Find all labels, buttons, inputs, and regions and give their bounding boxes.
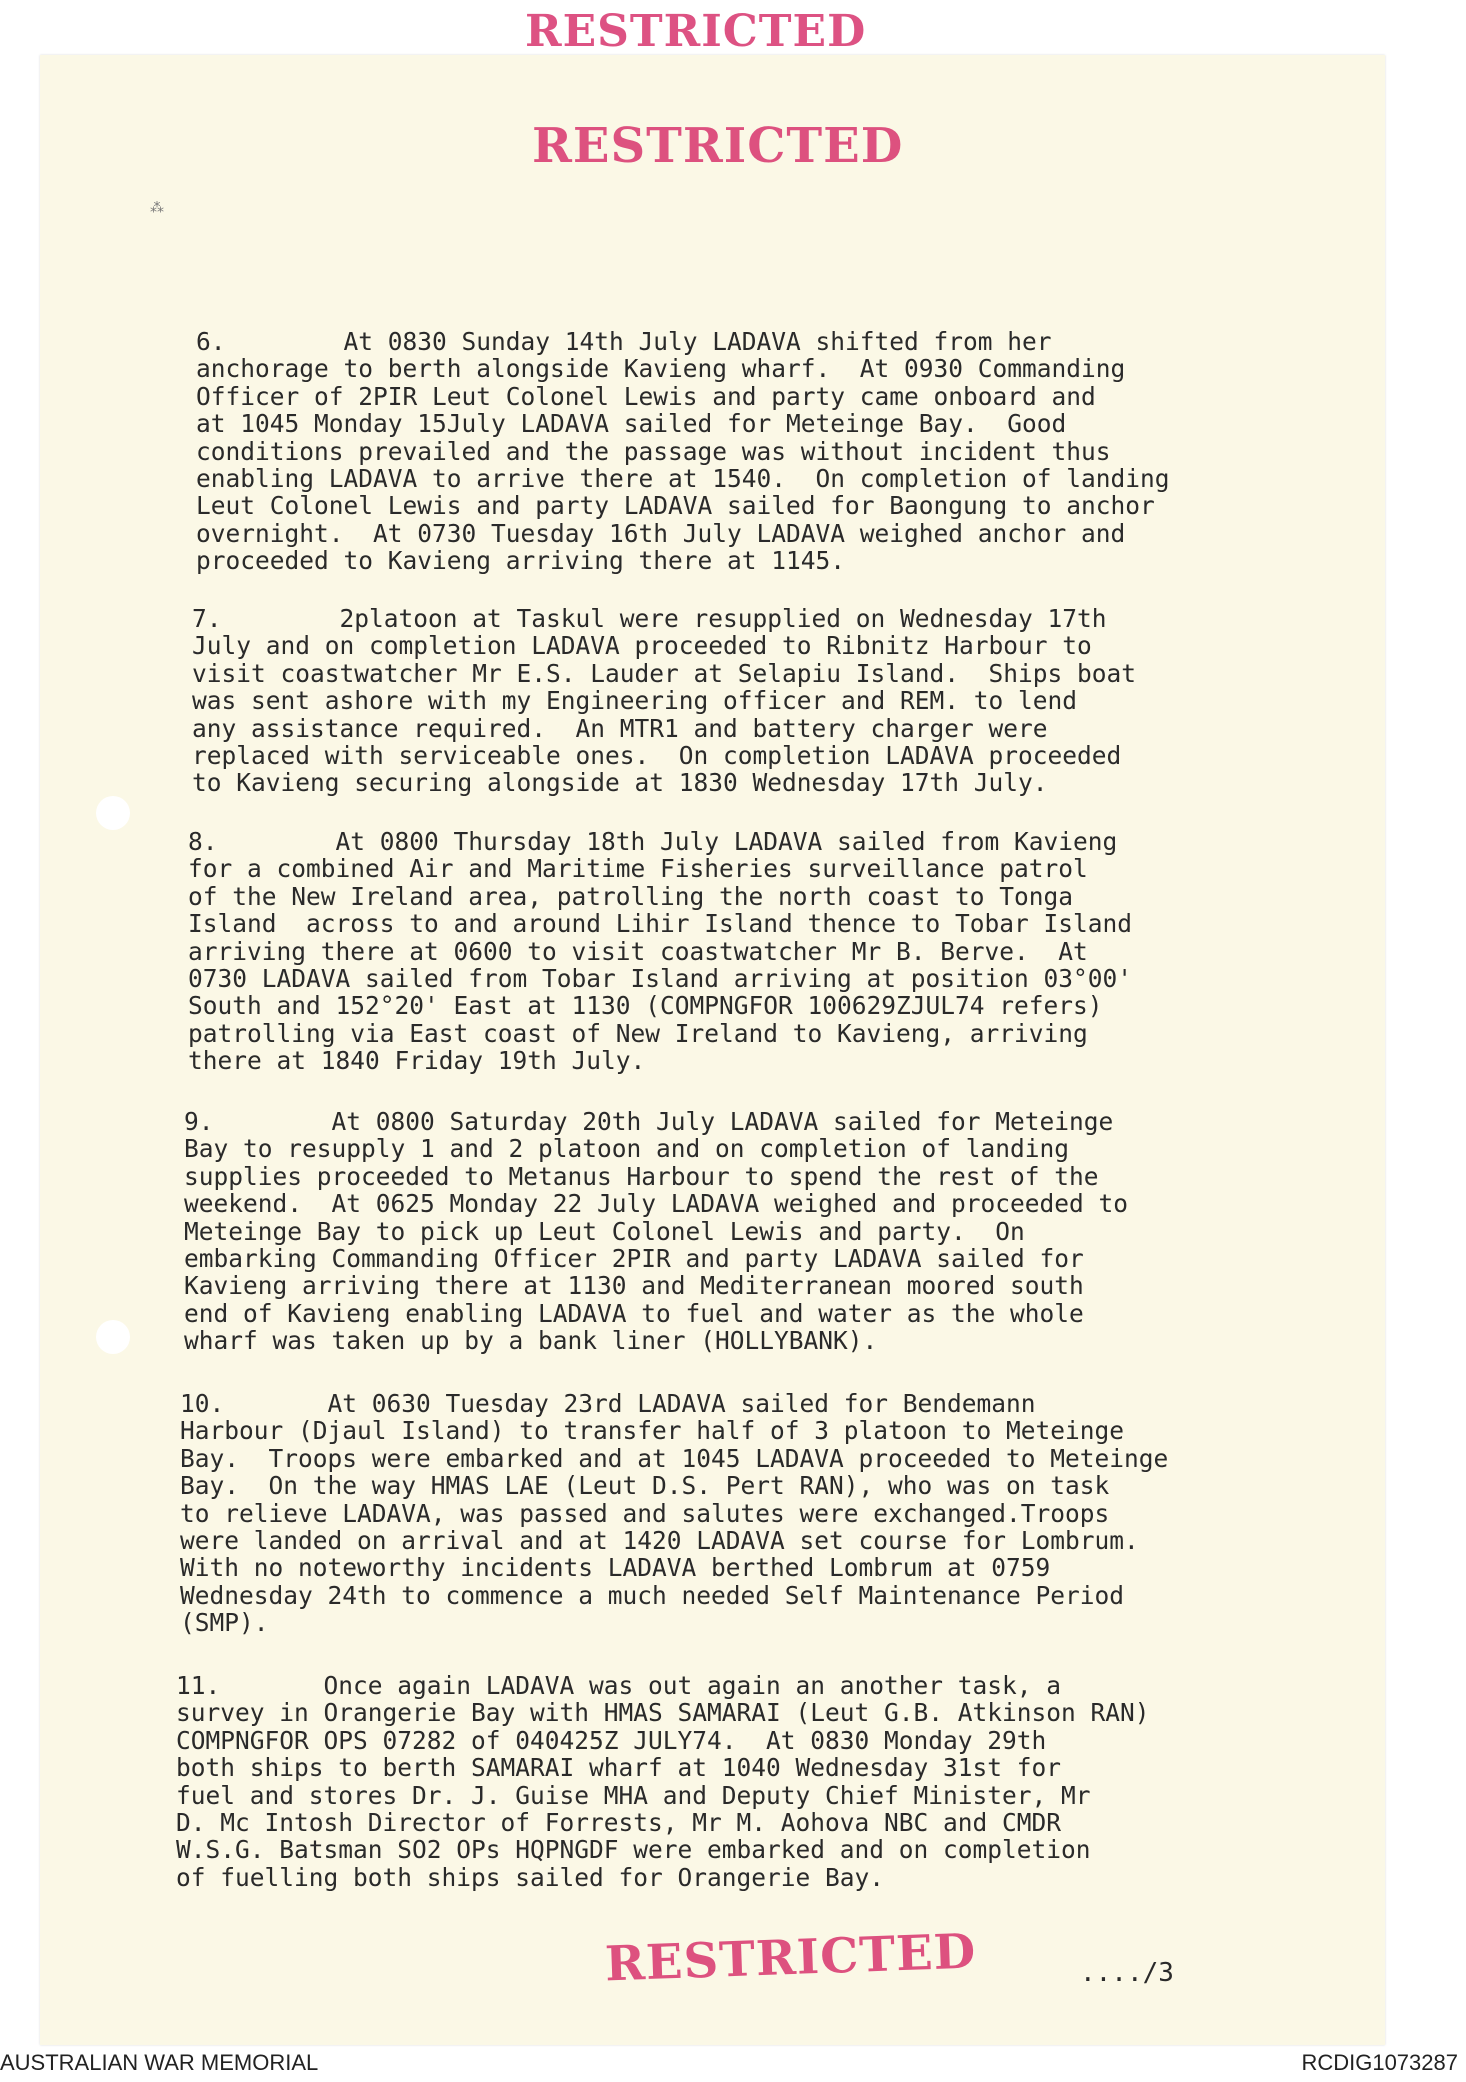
- archive-reference: RCDIG1073287: [1301, 2050, 1458, 2075]
- paragraph-9: 9. At 0800 Saturday 20th July LADAVA sailed for Meteinge Bay to resupply 1 and 2 platoon and on completion of landing supplies proceeded to Metanus Harbour to spend the rest of the weekend. At 0625 Monday 22 July LADAVA weighed and proceeded to Meteinge Bay to pick up Leut Colonel Lewis and party. On embarking Commanding Officer 2PIR and party LADAVA sailed for Kavieng arriving there at 1130 and Mediterranean moored south end of Kavieng enabling LADAVA to fuel and water as the whole wharf was taken up by a bank liner (HOLLYBANK).: [184, 1107, 1129, 1356]
- paragraph-6: 6. At 0830 Sunday 14th July LADAVA shifted from her anchorage to berth alongside Kavieng wharf. At 0930 Commanding Officer of 2PIR Leut Colonel Lewis and party came onboard and at 1045 Monday 15July LADAVA sailed for Meteinge Bay. Good conditions prevailed and the passage was without incident thus enabling LADAVA to arrive there at 1540. On completion of landing Leut Colonel Lewis and party LADAVA sailed for Baongung to anchor overnight. At 0730 Tuesday 16th July LADAVA weighed anchor and proceeded to Kavieng arriving there at 1145.: [196, 327, 1170, 576]
- page-continuation: ..../3: [1080, 1958, 1174, 1988]
- archive-caption: AUSTRALIAN WAR MEMORIAL: [0, 2050, 319, 2075]
- paragraph-8: 8. At 0800 Thursday 18th July LADAVA sailed from Kavieng for a combined Air and Maritime Fisheries surveillance patrol of the New Ireland area, patrolling the north coast to Tonga Island across to and around Lihir Island thence to Tobar Island arriving there at 0600 to visit coastwatcher Mr B. Berve. At 0730 LADAVA sailed from Tobar Island arriving at position 03°00' South and 152°20' East at 1130 (COMPNGFOR 100629ZJUL74 refers) patrolling via East coast of New Ireland to Kavieng, arriving there at 1840 Friday 19th July.: [188, 827, 1133, 1076]
- paper-mark: ⁂: [150, 200, 164, 216]
- punch-hole-lower: [96, 1320, 130, 1354]
- punch-hole-upper: [96, 796, 130, 830]
- paragraph-11: 11. Once again LADAVA was out again an another task, a survey in Orangerie Bay with HMAS SAMARAI (Leut G.B. Atkinson RAN) COMPNGFOR OPS 07282 of 040425Z JULY74. At 0830 Monday 29th both ships to berth SAMARAI wharf at 1040 Wednesday 31st for fuel and stores Dr. J. Guise MHA and Deputy Chief Minister, Mr D. Mc Intosh Director of Forrests, Mr M. Aohova NBC and CMDR W.S.G. Batsman SO2 OPs HQPNGDF were embarked and on completion of fuelling both ships sailed for Orangerie Bay.: [176, 1671, 1150, 1892]
- restricted-stamp-bottom: RESTRICTED: [604, 1923, 978, 1993]
- restricted-stamp-top: RESTRICTED: [532, 118, 904, 174]
- paragraph-10: 10. At 0630 Tuesday 23rd LADAVA sailed for Bendemann Harbour (Djaul Island) to transfer half of 3 platoon to Meteinge Bay. Troops were embarked and at 1045 LADAVA proceeded to Meteinge Bay. On the way HMAS LAE (Leut D.S. Pert RAN), who was on task to relieve LADAVA, was passed and salutes were exchanged.Troops were landed on arrival and at 1420 LADAVA set course for Lombrum. With no noteworthy incidents LADAVA berthed Lombrum at 0759 Wednesday 24th to commence a much needed Self Maintenance Period (SMP).: [180, 1389, 1169, 1638]
- paragraph-7: 7. 2platoon at Taskul were resupplied on Wednesday 17th July and on completion LADAVA proceeded to Ribnitz Harbour to visit coastwatcher Mr E.S. Lauder at Selapiu Island. Ships boat was sent ashore with my Engineering officer and REM. to lend any assistance required. An MTR1 and battery charger were replaced with serviceable ones. On completion LADAVA proceeded to Kavieng securing alongside at 1830 Wednesday 17th July.: [192, 604, 1137, 798]
- restricted-stamp-partial: RESTRICTED: [525, 6, 867, 57]
